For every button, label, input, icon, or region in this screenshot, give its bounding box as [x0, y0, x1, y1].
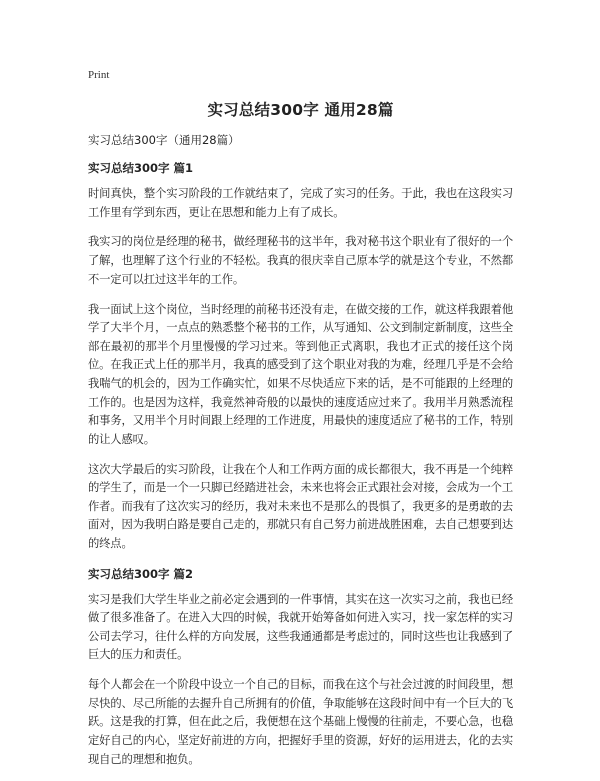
- paragraph: 实习是我们大学生毕业之前必定会遇到的一件事情，其实在这一次实习之前，我也已经做了很多准备了。在进入大四的时候，我就开始筹备如何进入实习，找一家怎样的实习公司去学习，往什么样的方向发展，这些我通通都是考虑过的，同时这些也让我感到了巨大的压力和责任。: [88, 592, 513, 662]
- section-1: [88, 160, 513, 554]
- paragraph: 这次大学最后的实习阶段，让我在个人和工作两方面的成长都很大，我不再是一个纯粹的学生了，而是一个一只脚已经踏进社会，未来也将会正式跟社会对接，会成为一个工作者。而我有了这次实习的经历，我对未来也不是那么的畏惧了，我更多的是勇敢的去面对，因为我明白路是要自己走的，那就只有自己努力前进战胜困难，去自己想要到达的终点。: [88, 462, 513, 550]
- section-heading: 实习总结300字 篇1: [88, 161, 194, 175]
- paragraph: 我实习的岗位是经理的秘书，做经理秘书的这半年，我对秘书这个职业有了很好的一个了解，也理解了这个行业的不轻松。我真的很庆幸自己原本学的就是这个专业，不然都不一定可以扛过这半年的工作。: [88, 235, 513, 286]
- paragraph: 每个人都会在一个阶段中设立一个自己的目标，而我在这个与社会过渡的时间段里，想尽快的、尽己所能的去握升自己所拥有的价值，争取能够在这段时间中有一个巨大的飞跃。这是我的打算，但在此之后，我便想在这个基础上慢慢的往前走，不要心急，也稳定好自己的内心，坚定好前进的方向，把握好手里的资源，好好的运用进去，化的去实现自己的理想和抱负。: [88, 678, 513, 766]
- print-label[interactable]: Print: [88, 69, 110, 81]
- section-heading: 实习总结300字 篇2: [88, 566, 194, 581]
- section-2: [88, 566, 513, 770]
- document-subtitle: 实习总结300字（通用28篇）: [88, 133, 240, 147]
- paragraph: 我一面试上这个岗位，当时经理的前秘书还没有走，在做交接的工作，就这样我跟着他学了大半个月，一点点的熟悉整个秘书的工作，从写通知、公文到制定新制度，这些全部在最初的那半个月里慢慢的学习过来。等到他正式离职，我也才正式的接任这个岗位。在我正式上任的那半月，我真的感受到了这个职业对我的为难，经理几乎是不会给我喘气的机会的，因为工作确实忙，如果不尽快适应下来的话，是不可能跟的上经理的工作的。也是因为这样，我竟然神奇般的以最快的速度适应过来了。我用半月熟悉流程和事务，又用半个月时间跟上经理的工作进度，用最快的速度适应了秘书的工作，特别的让人感叹。: [88, 302, 513, 446]
- document-page: [88, 68, 513, 781]
- document-title: 实习总结300字 通用28篇: [207, 101, 394, 119]
- paragraph: 时间真快，整个实习阶段的工作就结束了，完成了实习的任务。于此，我也在这段实习工作里有学到东西，更让在思想和能力上有了成长。: [88, 187, 513, 219]
